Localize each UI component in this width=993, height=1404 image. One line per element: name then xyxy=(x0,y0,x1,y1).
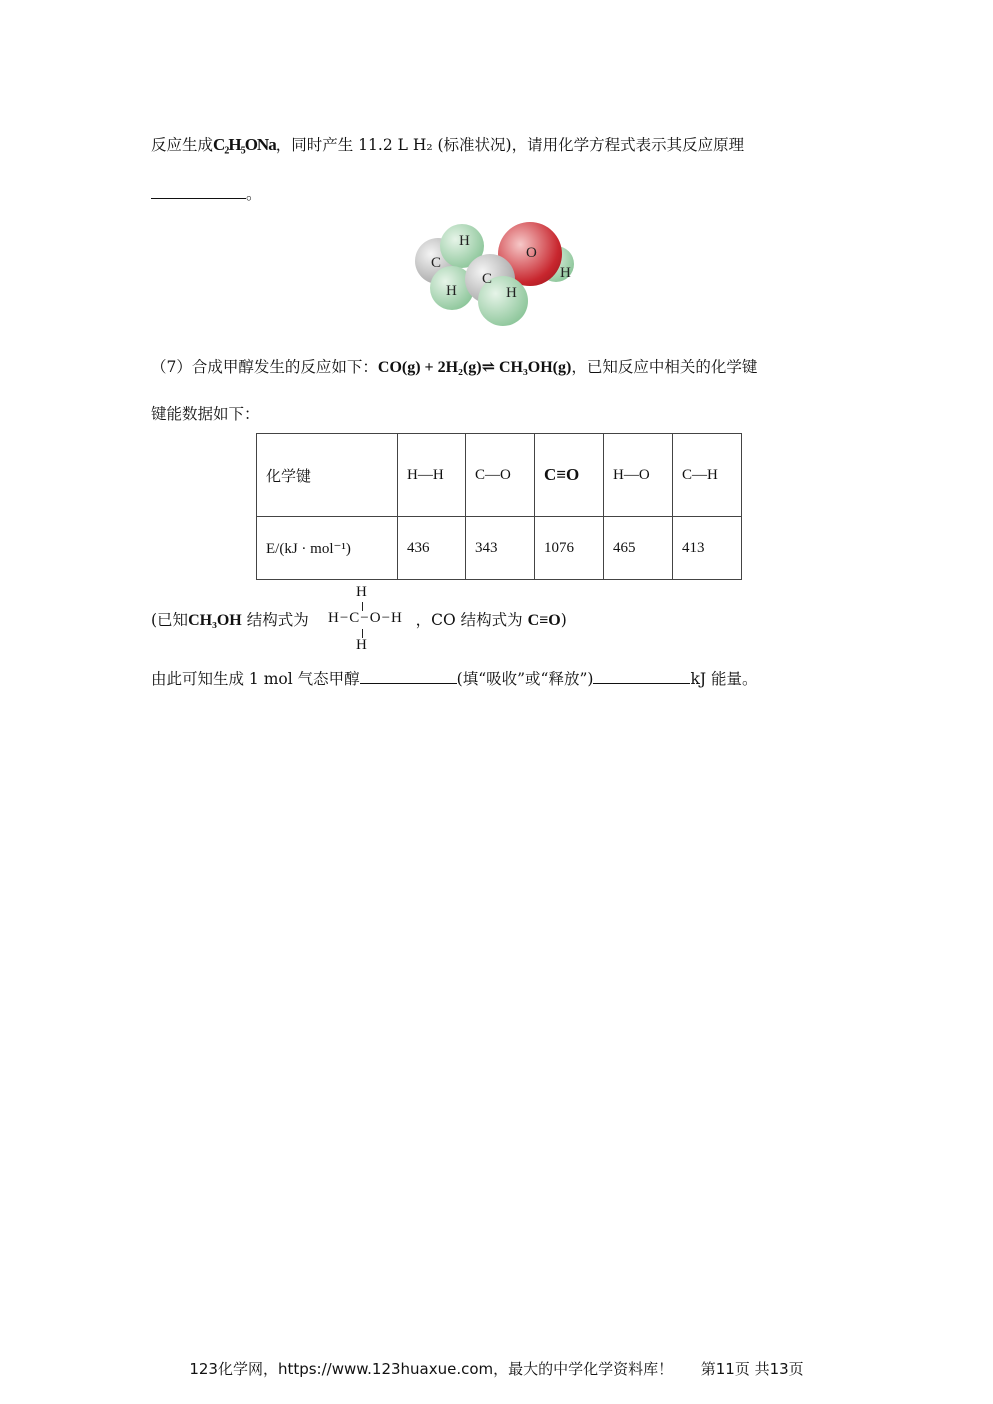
question-7-tail: ，已知反应中相关的化学键 xyxy=(571,358,758,376)
co-prefix: ，CO 结构式为 xyxy=(415,611,523,629)
table-header-cell: C—H xyxy=(673,434,742,517)
table-row xyxy=(257,517,742,580)
atom-label-h1: H xyxy=(459,233,470,249)
table-header-cell: H—O xyxy=(604,434,673,517)
answer-blank-absorb-release[interactable] xyxy=(360,668,457,684)
table-header-cell: C—O xyxy=(466,434,535,517)
structure-note-mid: 结构式为 xyxy=(246,611,309,629)
struct-middle: H−C−O−H xyxy=(328,610,403,626)
table-cell: 436 xyxy=(398,517,466,580)
ethanol-molecule-model xyxy=(410,216,590,336)
atom-label-o: O xyxy=(526,245,537,261)
final-suffix: kJ 能量。 xyxy=(690,670,758,688)
table-cell: 465 xyxy=(604,517,673,580)
table-header-cell: C≡O xyxy=(535,434,604,517)
answer-line-1 xyxy=(151,183,262,205)
final-prefix: 由此可知生成 1 mol 气态甲醇 xyxy=(151,670,360,688)
struct-bottom-h: H xyxy=(356,637,367,653)
table-cell: 413 xyxy=(673,517,742,580)
structure-note-close: ) xyxy=(560,611,567,629)
answer-blank-equation[interactable] xyxy=(151,183,246,199)
end-mark: 。 xyxy=(246,185,262,203)
atom-label-h3: H xyxy=(506,285,517,301)
question-number: （7） xyxy=(151,358,192,376)
question-7-line-2 xyxy=(151,403,260,425)
methanol-synthesis-equation: CO(g) + 2H₂(g)⇌ CH₃OH(g) xyxy=(377,359,572,376)
atom-label-h2: H xyxy=(446,283,457,299)
co-structure: C≡O xyxy=(527,612,561,629)
footer-page-number: 第11页 共13页 xyxy=(700,1360,804,1378)
hydrogen-amount: 11.2 L H₂ xyxy=(358,136,433,154)
table-header-cell: H—H xyxy=(398,434,466,517)
line1-suffix: ，请用化学方程式表示其反应原理 xyxy=(511,136,745,154)
question-line-1 xyxy=(151,134,744,156)
final-middle: (填“吸收”或“释放”) xyxy=(456,670,594,688)
line1-mid: ，同时产生 xyxy=(275,136,354,154)
struct-top-h: H xyxy=(356,584,367,600)
final-question-line xyxy=(151,668,757,690)
table-cell: 343 xyxy=(466,517,535,580)
table-row-label: E/(kJ · mol⁻¹) xyxy=(257,517,398,580)
atom-label-h4: H xyxy=(560,265,571,281)
sodium-ethoxide-formula: C₂H₅ONa xyxy=(213,135,276,154)
question-7-line-2-text: 键能数据如下： xyxy=(151,405,260,423)
atom-label-c1: C xyxy=(431,255,442,271)
methanol-formula: CH₃OH xyxy=(188,612,242,629)
footer-site-text: 123化学网，https://www.123huaxue.com，最大的中学化学资料库！ xyxy=(189,1360,674,1378)
table-header-row xyxy=(257,434,742,517)
table-header-cell: 化学键 xyxy=(257,434,398,517)
condition-note: (标准状况) xyxy=(437,136,512,154)
bond-energy-table xyxy=(256,433,742,580)
structure-note-prefix: (已知 xyxy=(151,611,189,629)
line1-prefix: 反应生成 xyxy=(151,136,214,154)
atom-label-c2: C xyxy=(482,271,493,287)
table-cell: 1076 xyxy=(535,517,604,580)
question-7-text: 合成甲醇发生的反应如下： xyxy=(191,358,378,376)
page-footer xyxy=(0,1358,993,1379)
answer-blank-energy[interactable] xyxy=(593,668,690,684)
question-7-line-1 xyxy=(151,356,757,379)
